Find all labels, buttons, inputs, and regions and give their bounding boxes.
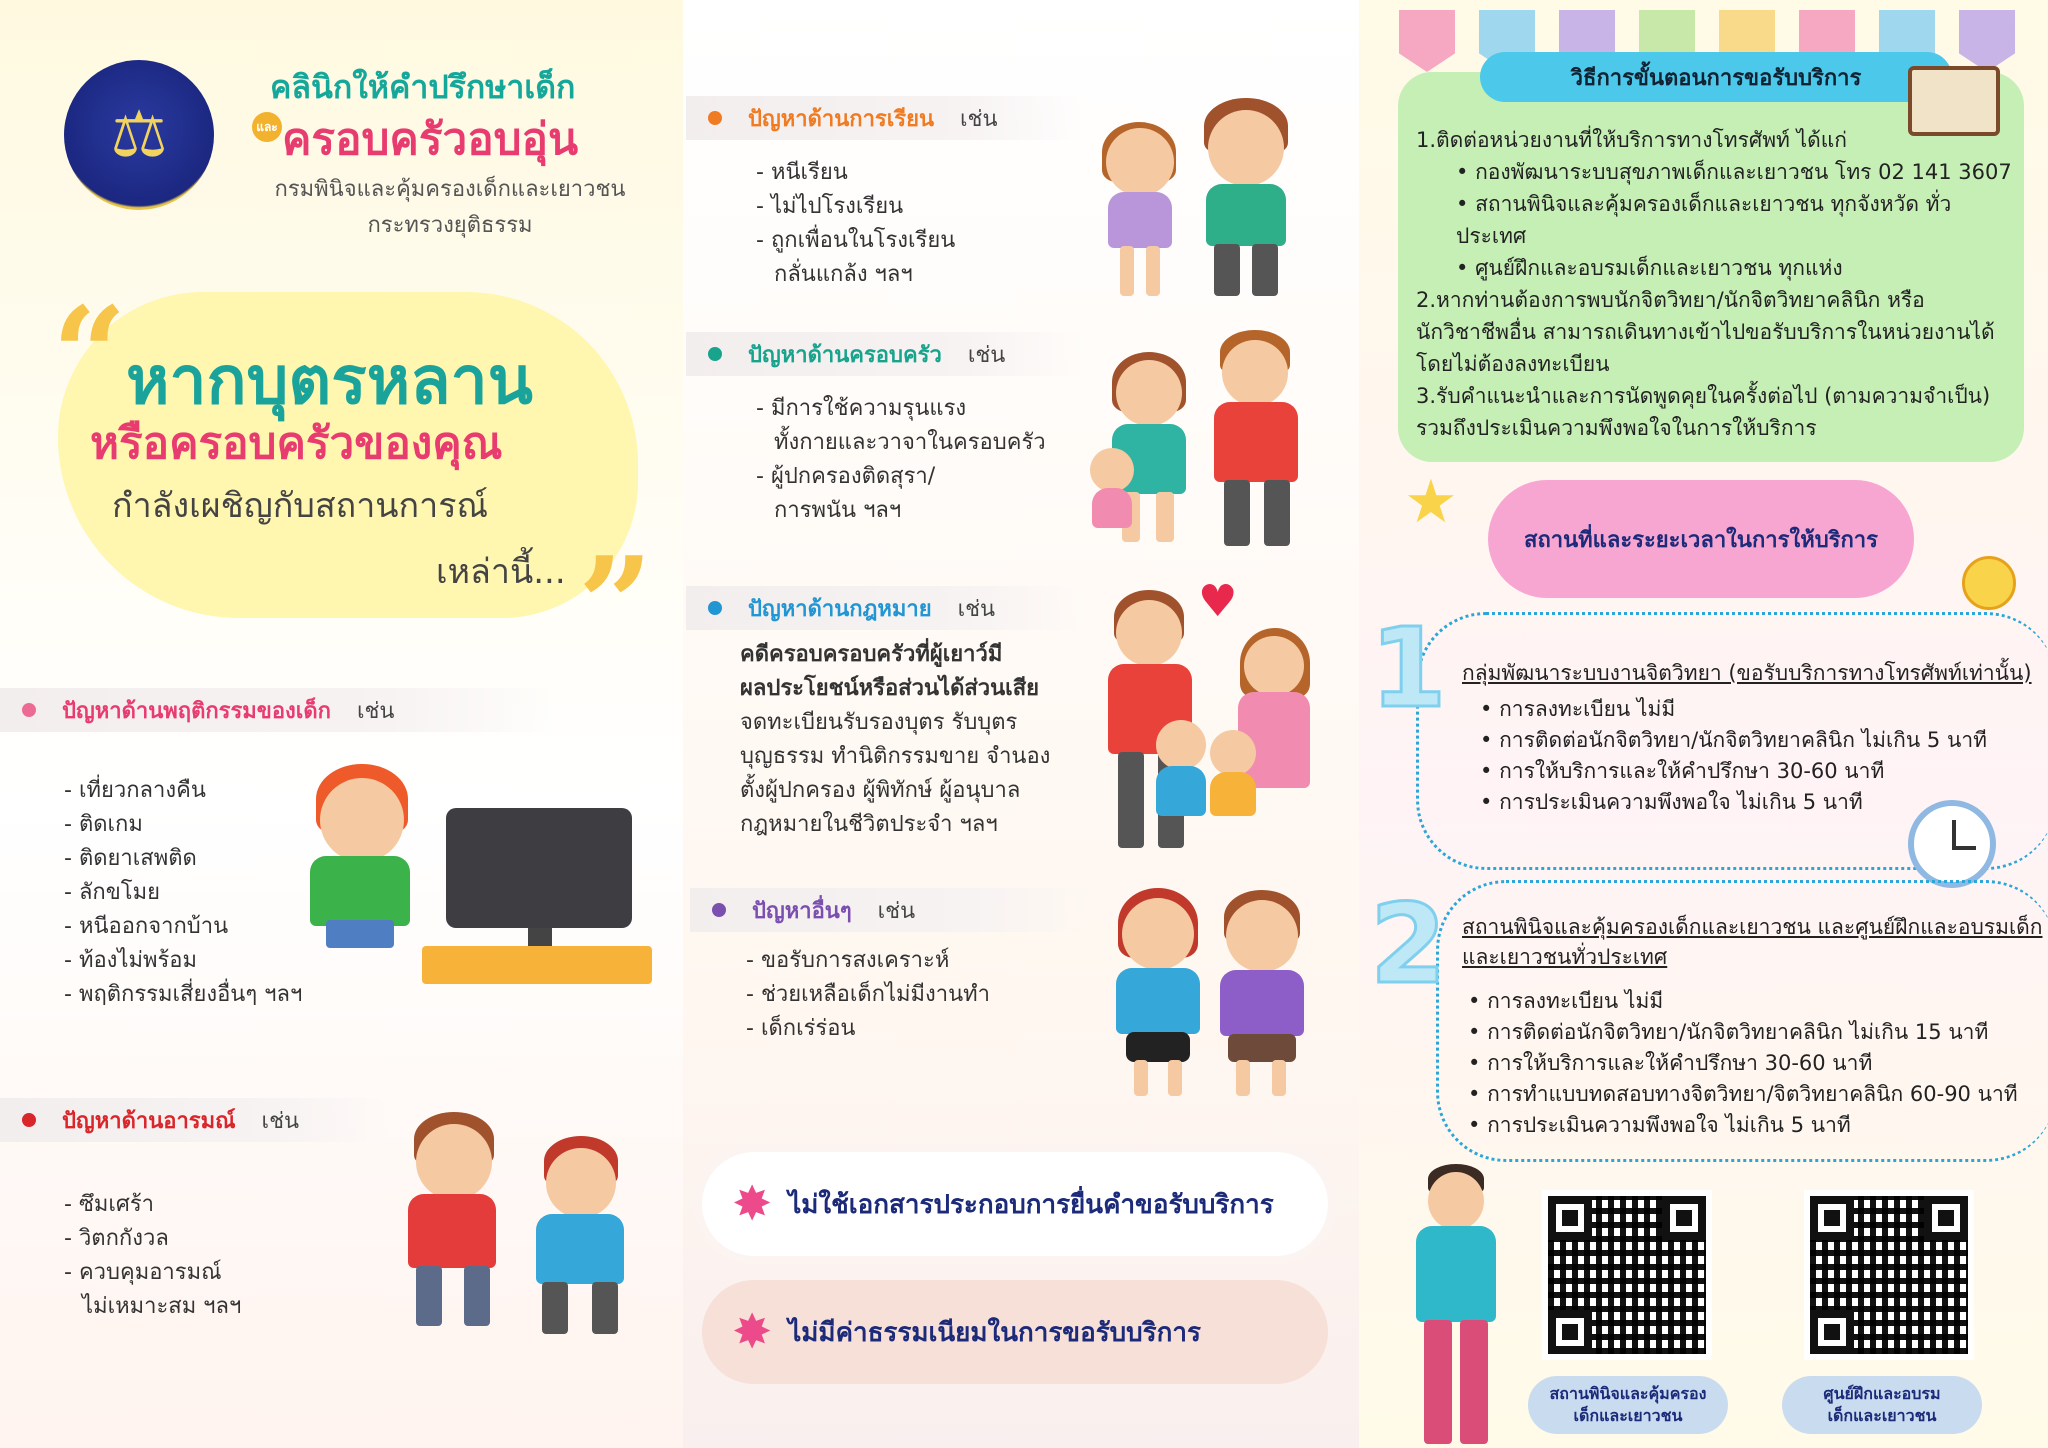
law-line: จดทะเบียนรับรองบุตร รับบุตร <box>740 710 1018 735</box>
law-description <box>740 638 1050 842</box>
example-word: เช่น <box>967 342 1006 368</box>
arguing-kids-illustration <box>380 1090 640 1340</box>
law-line: ผลประโยชน์หรือส่วนได้ส่วนเสีย <box>740 676 1040 701</box>
category-emotion-title: ปัญหาด้านอารมณ์ <box>62 1108 236 1134</box>
list-item: • การติดต่อนักจิตวิทยา/นักจิตวิทยาคลินิก ไม่เกิน 5 นาที <box>1480 725 1987 756</box>
list-item: - วิตกกังวล <box>64 1222 241 1256</box>
list-item: • การทำแบบทดสอบทางจิตวิทยา/จิตวิทยาคลินิก 60-90 นาที <box>1468 1079 2018 1110</box>
law-line: ตั้งผู้ปกครอง ผู้พิทักษ์ ผู้อนุบาล <box>740 778 1021 803</box>
list-item: • การให้บริการและให้คำปรึกษา 30-60 นาที <box>1480 756 1987 787</box>
open-quote-icon: “ <box>52 278 127 431</box>
other-list <box>746 944 990 1046</box>
star-icon: ✸ <box>732 1176 773 1232</box>
scales-of-justice-icon: ⚖ <box>110 98 168 172</box>
location2-number: 2 <box>1370 880 1447 1008</box>
bullet-dot-icon <box>708 111 722 125</box>
list-item: ทั้งกายและวาจาในครอบครัว <box>774 430 1046 455</box>
list-item: • กองพัฒนาระบบสุขภาพเด็กและเยาวชน โทร 02 141 3607 <box>1456 156 2016 188</box>
step2-line2: นักวิชาชีพอื่น สามารถเดินทางเข้าไปขอรับบริการในหน่วยงานได้ <box>1416 320 1995 344</box>
list-item: • การประเมินความพึงพอใจ ไม่เกิน 5 นาที <box>1468 1110 2018 1141</box>
family-conflict-illustration <box>1090 330 1330 550</box>
list-item: • การประเมินความพึงพอใจ ไม่เกิน 5 นาที <box>1480 787 1987 818</box>
lightbulb-icon <box>1962 556 2016 610</box>
list-item: - ควบคุมอารมณ์ <box>64 1256 241 1290</box>
location1-number: 1 <box>1370 604 1447 732</box>
list-item: • สถานพินิจและคุ้มครองเด็กและเยาวชน ทุกจังหวัด ทั่วประเทศ <box>1456 188 2016 252</box>
clinic-title-line2: ครอบครัวอบอุ่น <box>282 114 579 165</box>
step1-text: 1.ติดต่อหน่วยงานที่ให้บริการทางโทรศัพท์ ได้แก่ <box>1416 128 1848 152</box>
procedure-title: วิธีการขั้นตอนการขอรับบริการ <box>1480 52 1952 102</box>
example-word: เช่น <box>261 1108 300 1134</box>
behavior-list <box>64 774 302 1012</box>
list-item: - พฤติกรรมเสี่ยงอื่นๆ ฯลฯ <box>64 978 302 1012</box>
list-item: • การลงทะเบียน ไม่มี <box>1468 986 2018 1017</box>
category-behavior-header <box>0 688 560 732</box>
step3-line1: 3.รับคำแนะนำและการนัดพูดคุยในครั้งต่อไป (ตามความจำเป็น) <box>1416 384 1991 408</box>
list-item: • การให้บริการและให้คำปรึกษา 30-60 นาที <box>1468 1048 2018 1079</box>
location1-title: กลุ่มพัฒนาระบบงานจิตวิทยา (ขอรับบริการทางโทรศัพท์เท่านั้น) <box>1462 661 2032 685</box>
category-other-title: ปัญหาอื่นๆ <box>752 898 852 924</box>
man-pointing-illustration <box>1390 1164 1520 1448</box>
sad-kids-illustration <box>1110 884 1330 1104</box>
close-quote-icon: ” <box>578 528 653 681</box>
study-list <box>756 156 955 292</box>
list-item: - ติดเกม <box>64 808 302 842</box>
qr-right-label-line2: เด็กและเยาวชน <box>1827 1406 1937 1425</box>
bullet-dot-icon <box>22 1113 36 1127</box>
list-item: • ศูนย์ฝึกและอบรมเด็กและเยาวชน ทุกแห่ง <box>1456 252 2016 284</box>
qr-left-label-line2: เด็กและเยาวชน <box>1573 1406 1683 1425</box>
location2-title-line1: สถานพินิจและคุ้มครองเด็กและเยาวชน และศูนย์ฝึกและอบรมเด็ก <box>1462 915 2043 939</box>
category-study-header <box>686 96 1086 140</box>
list-item: - ผู้ปกครองติดสุรา/ <box>756 460 1046 494</box>
category-family-title: ปัญหาด้านครอบครัว <box>748 342 942 368</box>
child-gaming-illustration <box>290 760 670 990</box>
list-item: - ถูกเพื่อนในโรงเรียน <box>756 224 955 258</box>
department-line: กรมพินิจและคุ้มครองเด็กและเยาวชน <box>274 177 626 202</box>
list-item: กลั่นแกล้ง ฯลฯ <box>774 262 913 287</box>
emotion-list <box>64 1188 241 1324</box>
no-fee-text: ไม่มีค่าธรรมเนียมในการขอรับบริการ <box>788 1317 1201 1348</box>
panel-left <box>0 0 683 1448</box>
and-badge: และ <box>252 112 282 142</box>
example-word: เช่น <box>877 898 916 924</box>
category-behavior-title: ปัญหาด้านพฤติกรรมของเด็ก <box>62 698 331 724</box>
qr-right-label-line1: ศูนย์ฝึกและอบรม <box>1823 1384 1941 1403</box>
step1-list <box>1416 156 2016 284</box>
example-word: เช่น <box>356 698 395 724</box>
bullet-dot-icon <box>22 703 36 717</box>
category-law-header <box>686 586 1086 630</box>
quote-line2: หรือครอบครัวของคุณ <box>90 418 503 469</box>
happy-family-illustration <box>1100 576 1330 860</box>
clock-icon <box>1908 800 1996 888</box>
department-logo <box>64 60 214 210</box>
category-emotion-header <box>0 1098 390 1142</box>
example-word: เช่น <box>957 596 996 622</box>
bullet-dot-icon <box>708 347 722 361</box>
step2-line3: โดยไม่ต้องลงทะเบียน <box>1416 352 1610 376</box>
list-item: - ซึมเศร้า <box>64 1188 241 1222</box>
list-item: - หนีเรียน <box>756 156 955 190</box>
law-line: กฎหมายในชีวิตประจำ ฯลฯ <box>740 812 998 837</box>
bullet-dot-icon <box>712 903 726 917</box>
service-title: สถานที่และระยะเวลาในการให้บริการ <box>1488 480 1914 598</box>
list-item: - ช่วยเหลือเด็กไม่มีงานทำ <box>746 978 990 1012</box>
qr-code-left[interactable] <box>1542 1190 1712 1360</box>
list-item: - เด็กเร่ร่อน <box>746 1012 990 1046</box>
law-line: คดีครอบครอบครัวที่ผู้เยาว์มี <box>740 642 1003 667</box>
clinic-title-line1: คลินิกให้คำปรึกษาเด็ก <box>270 68 576 106</box>
step2-line1: 2.หากท่านต้องการพบนักจิตวิทยา/นักจิตวิทยาคลินิก หรือ <box>1416 288 1925 312</box>
list-item: - ลักขโมย <box>64 876 302 910</box>
list-item: - หนีออกจากบ้าน <box>64 910 302 944</box>
qr-code-right[interactable] <box>1804 1190 1974 1360</box>
list-item: - ขอรับการสงเคราะห์ <box>746 944 990 978</box>
star-icon: ★ <box>1404 467 1458 537</box>
department-name <box>250 172 650 244</box>
ministry-line: กระทรวงยุติธรรม <box>367 213 533 238</box>
location2-title-line2: และเยาวชนทั่วประเทศ <box>1462 945 1668 969</box>
family-list <box>756 392 1046 528</box>
procedure-steps <box>1416 124 2016 444</box>
list-item: • การติดต่อนักจิตวิทยา/นักจิตวิทยาคลินิก ไม่เกิน 15 นาที <box>1468 1017 2018 1048</box>
no-fee-note <box>702 1280 1328 1384</box>
list-item: ไม่เหมาะสม ฯลฯ <box>82 1294 242 1319</box>
category-study-title: ปัญหาด้านการเรียน <box>748 106 935 132</box>
list-item: - ติดยาเสพติด <box>64 842 302 876</box>
quote-line1: หากบุตรหลาน <box>126 342 533 419</box>
list-item: • การลงทะเบียน ไม่มี <box>1480 694 1987 725</box>
list-item: - มีการใช้ความรุนแรง <box>756 392 1046 426</box>
category-law-title: ปัญหาด้านกฎหมาย <box>748 596 932 622</box>
step3-line2: รวมถึงประเมินความพึงพอใจในการให้บริการ <box>1416 416 1817 440</box>
law-line: บุญธรรม ทำนิติกรรมขาย จำนอง <box>740 744 1051 769</box>
bullet-dot-icon <box>708 601 722 615</box>
category-family-header <box>686 332 1086 376</box>
no-documents-text: ไม่ใช้เอกสารประกอบการยื่นคำขอรับบริการ <box>788 1189 1274 1220</box>
list-item: - ท้องไม่พร้อม <box>64 944 302 978</box>
location1-list <box>1480 694 1987 818</box>
list-item: - ไม่ไปโรงเรียน <box>756 190 955 224</box>
no-documents-note <box>702 1152 1328 1256</box>
location2-list <box>1468 986 2018 1141</box>
example-word: เช่น <box>960 106 998 132</box>
qr-left-label <box>1528 1376 1728 1434</box>
star-icon: ✸ <box>732 1304 773 1360</box>
list-item: - เที่ยวกลางคืน <box>64 774 302 808</box>
quote-line3: กำลังเผชิญกับสถานการณ์ <box>112 486 489 526</box>
category-other-header <box>690 888 1090 932</box>
heart-icon: ♥ <box>1198 576 1238 627</box>
qr-left-label-line1: สถานพินิจและคุ้มครอง <box>1549 1384 1707 1403</box>
list-item: การพนัน ฯลฯ <box>774 498 902 523</box>
qr-right-label <box>1782 1376 1982 1434</box>
quote-line4: เหล่านี้... <box>436 552 566 592</box>
bullying-kids-illustration <box>1080 96 1330 310</box>
